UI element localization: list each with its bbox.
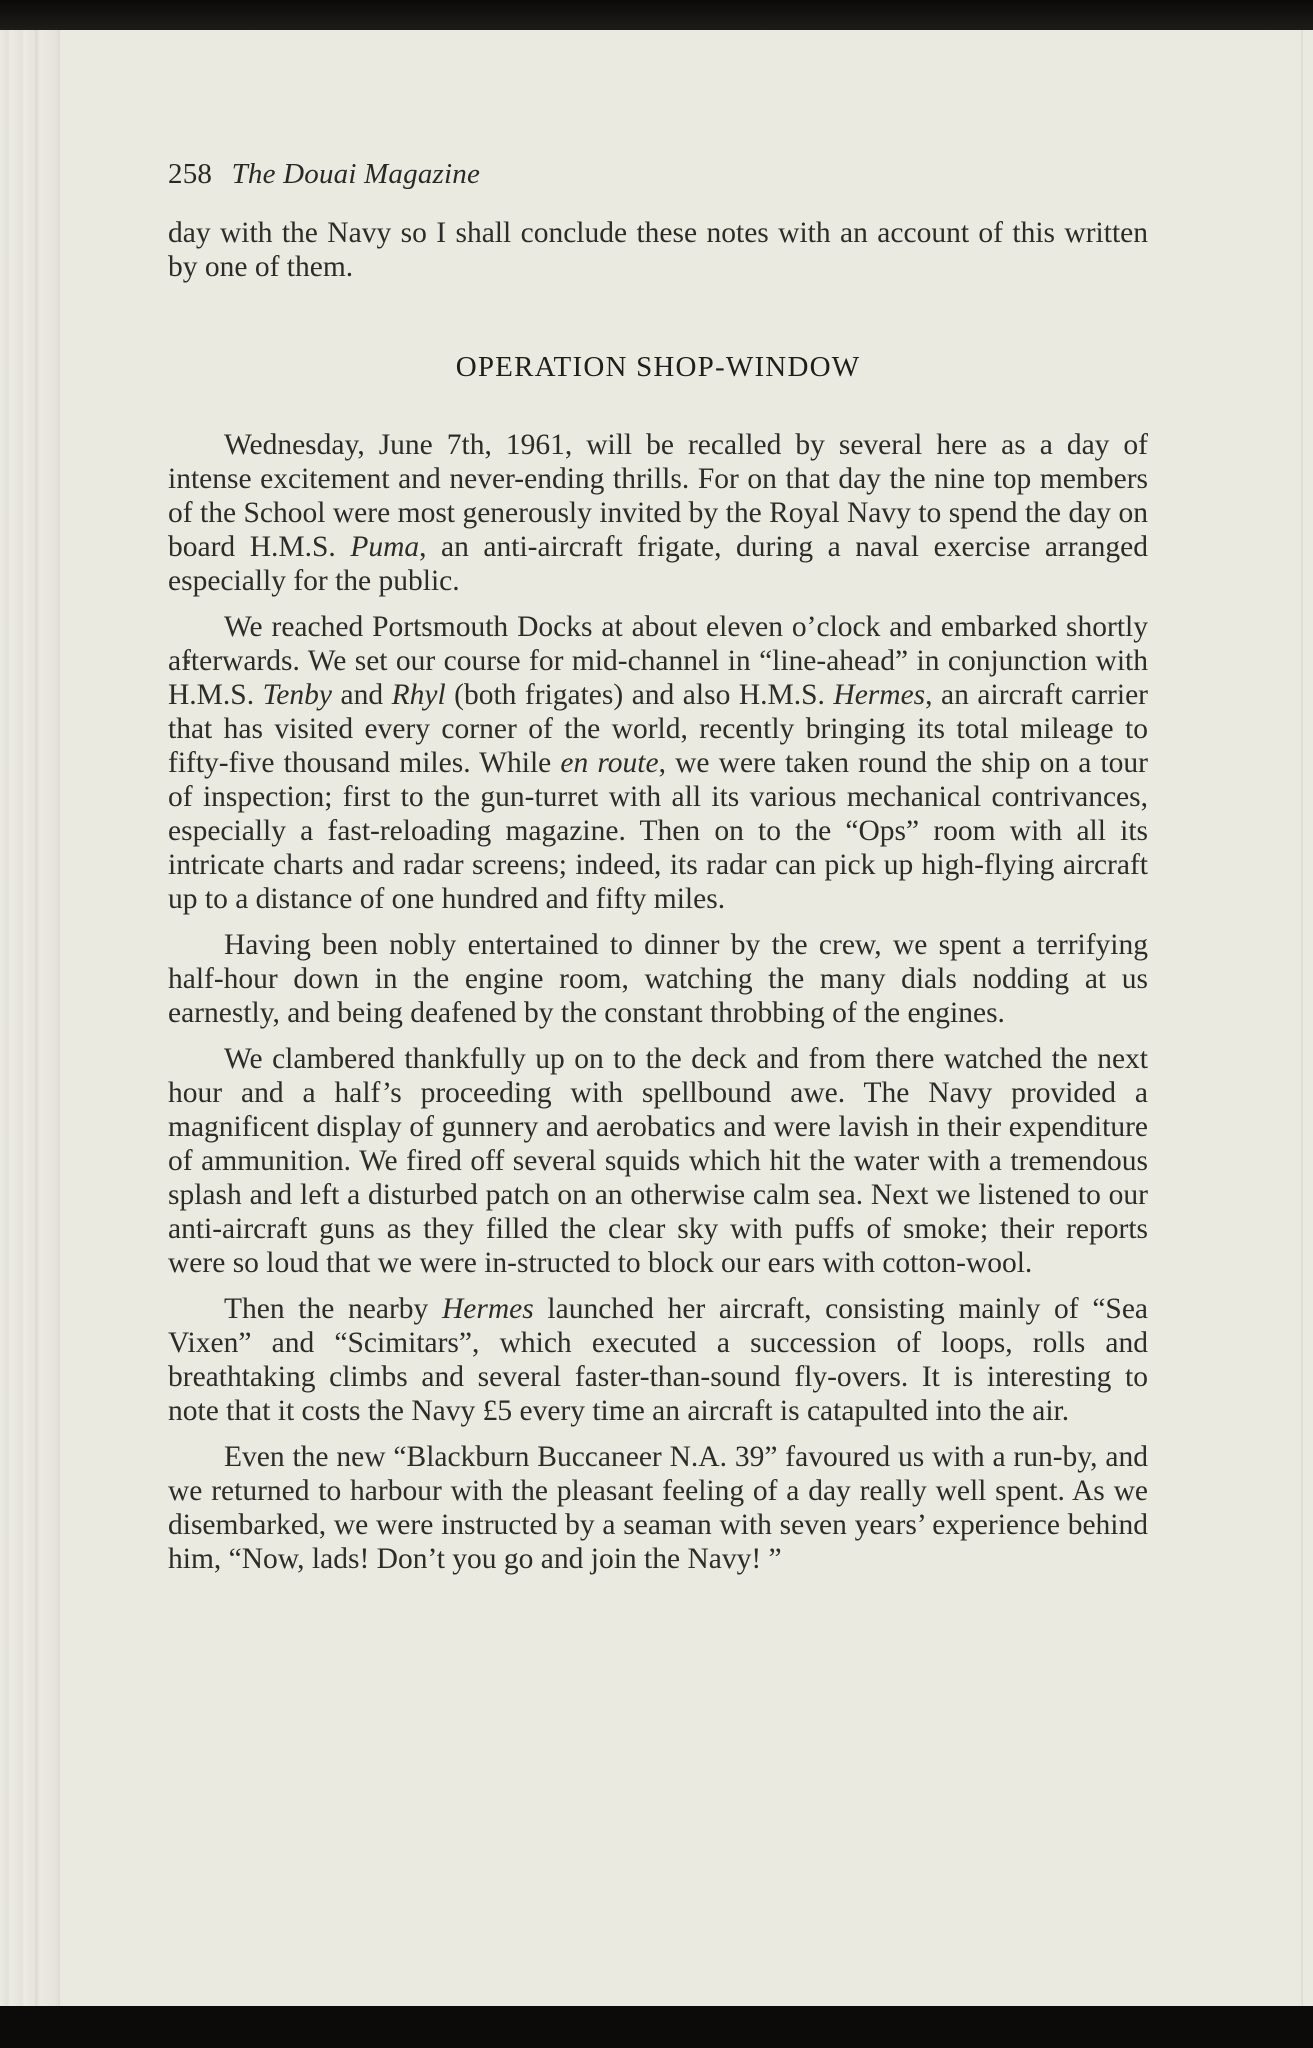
text-run: , an aircraft carrier that has visited every corner of the world, recently bringing its total mileage to fifty-five thousand miles. While: [168, 679, 1148, 779]
page-number: 258: [168, 158, 213, 190]
intro-paragraph: day with the Navy so I shall conclude these notes with an account of this written by one of them.: [168, 217, 1148, 283]
running-head: [168, 158, 480, 191]
text-run: (both frigates) and also H.M.S.: [445, 679, 834, 711]
ship-name: Puma: [350, 531, 420, 563]
text-run: launched her aircraft, consisting mainly of “Sea Vixen” and “Scimitars”, which executed a succession of loops, rolls and breathtaking climbs and several faster-than-sound fly-overs. It is interesting to note that it costs the Navy £5 every time an aircraft is catapulted into the air.: [168, 1293, 1149, 1427]
article-title: OPERATION SHOP-WINDOW: [455, 351, 861, 383]
text-run: and: [331, 679, 392, 711]
scan-border-top: [0, 0, 1313, 30]
paragraph-4: We clambered thankfully up on to the deck and from there watched the next hour and a half’s proceeding with spellbound awe. The Navy provided a magnificent display of gunnery and aerobatics and were lavish in their expenditure of ammunition. We fired off several squids which hit the water with a tremendous splash and left a disturbed patch on an otherwise calm sea. Next we listened to our anti-aircraft guns as they filled the clear sky with puffs of smoke; their reports were so loud that we were in-structed to block our ears with cotton-wool.: [168, 1043, 1148, 1279]
journal-title: The Douai Magazine: [231, 158, 481, 190]
ship-name: Rhyl: [391, 679, 446, 711]
text-run: Then the nearby: [224, 1293, 442, 1325]
ship-name: Hermes: [441, 1293, 534, 1325]
scan-border-bottom: [0, 2006, 1313, 2048]
paragraph-1: [168, 428, 1148, 598]
paragraph-2: [168, 610, 1148, 916]
text-run: , an anti-aircraft frigate, during a naval exercise arranged especially for the public.: [168, 531, 1148, 597]
ship-name: Hermes: [833, 679, 926, 711]
body-text: [168, 216, 1148, 1576]
paragraph-3: Having been nobly entertained to dinner by the crew, we spent a terrifying half-hour down in the engine room, watching the many dials nodding at us earnestly, and being deafened by the constant throbbing of the engines.: [168, 929, 1148, 1029]
ship-name: Tenby: [262, 679, 332, 711]
paragraph-5: [168, 1292, 1148, 1428]
foreign-phrase: en route: [560, 747, 659, 779]
paragraph-6: Even the new “Blackburn Buccaneer N.A. 39” favoured us with a run-by, and we returned to harbour with the pleasant feeling of a day really well spent. As we disembarked, we were instructed by a seaman with seven years’ experience behind him, “Now, lads! Don’t you go and join the Navy! ”: [168, 1441, 1148, 1575]
text-run: We reached Portsmouth Docks at about eleven o’clock and embarked shortly afterwards. We set our course for mid-channel in “line-ahead” in conjunction with H.M.S.: [168, 611, 1148, 711]
stacked-page-edges: [0, 30, 60, 2006]
text-run: Wednesday, June 7th, 1961, will be recalled by several here as a day of intense excitement and never-ending thrills. For on that day the nine top members of the School were most generously invited by the Royal Navy to spend the day on board H.M.S.: [168, 429, 1148, 563]
text-run: , we were taken round the ship on a tour of inspection; first to the gun-turret with all its various mechanical contrivances, especially a fast-reloading magazine. Then on to the “Ops” room with all its intricate charts and radar screens; indeed, its radar can pick up high-flying aircraft up to a distance of one hundred and fifty miles.: [168, 747, 1148, 915]
